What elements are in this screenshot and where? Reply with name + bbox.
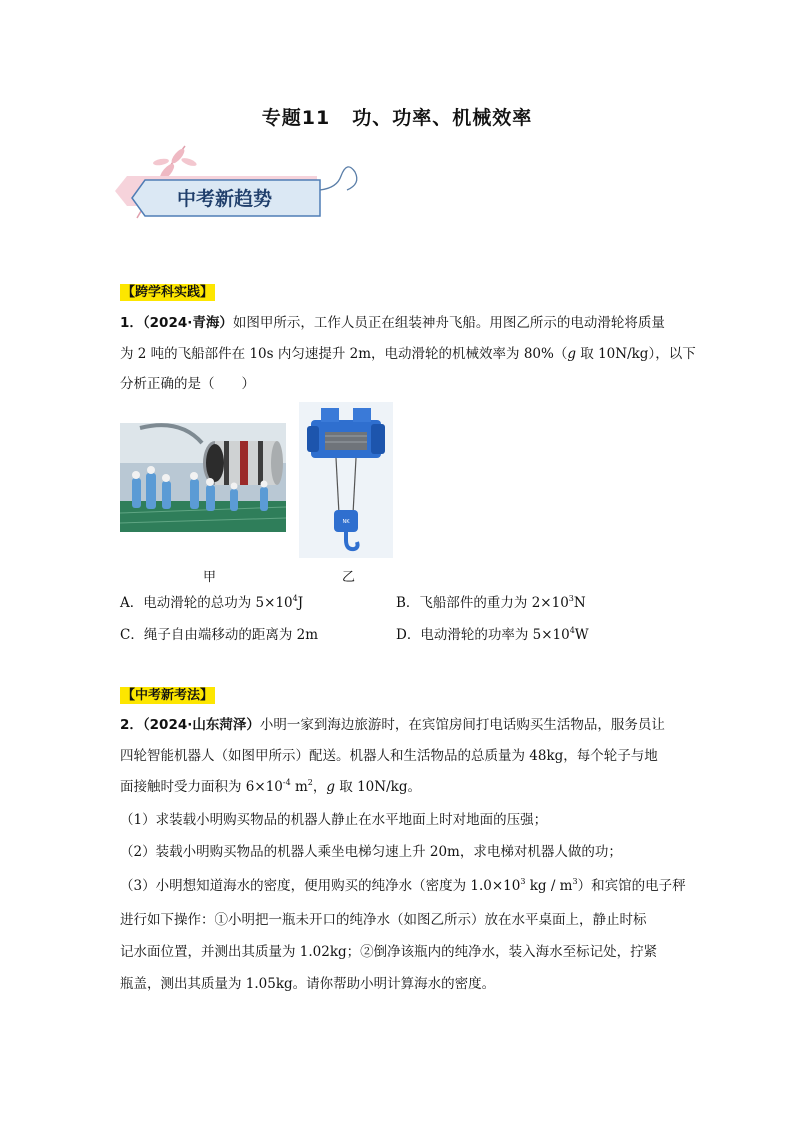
- q2-source: （2024·山东菏泽）: [142, 717, 260, 733]
- q2-sub-3-line-4: 瓶盖，测出其质量为 1.05kg。请你帮助小明计算海水的密度。: [120, 976, 496, 992]
- squiggle-icon: [320, 167, 357, 190]
- q2-line-1: 2．（2024·山东菏泽）小明一家到海边旅游时，在宾馆房间打电话购买生活物品，服务员让: [120, 717, 665, 733]
- q2-line-3: 面接触时受力面积为 $6\times 10^{-4}$ $m^2$，g 取 10N/kg。: [120, 778, 421, 795]
- q1-option-b[interactable]: B．飞船部件的重力为 $2\times 10^3N$: [396, 594, 586, 611]
- q2-sub-3: （3）小明想知道海水的密度，便用购买的纯净水（密度为 $1.0\times 10^3$ kg / $m^3$）和宾馆的电子秤: [120, 877, 686, 894]
- q1-number: 1．: [120, 315, 143, 331]
- figure-yi-label: 乙: [342, 570, 356, 585]
- figure-yi-hoist: [299, 402, 393, 558]
- q2-line-2: 四轮智能机器人（如图甲所示）配送。机器人和生活物品的总质量为 48kg，每个轮子与地: [120, 748, 658, 764]
- q2-sub-3-line-2: 进行如下操作：①小明把一瓶未开口的纯净水（如图乙所示）放在水平桌面上，静止时标: [120, 912, 647, 928]
- q1-option-c[interactable]: C．绳子自由端移动的距离为 2m: [120, 627, 319, 643]
- figure-jia-photo: [120, 423, 286, 532]
- q2-sub-1: （1）求装载小明购买物品的机器人静止在水平地面上时对地面的压强；: [120, 812, 548, 828]
- q1-line-2: 为 2 吨的飞船部件在 10s 内匀速提升 2m，电动滑轮的机械效率为 80%（g 取 10N/kg），以下: [120, 346, 696, 362]
- banner-decoration: [115, 138, 365, 228]
- q2-sub-3-line-3: 记水面位置，并测出其质量为 1.02kg；②倒净该瓶内的纯净水，装入海水至标记处，拧紧: [120, 944, 658, 960]
- q1-source: （2024·青海）: [142, 315, 233, 331]
- page-title: [0, 103, 794, 130]
- hook-label: NK: [342, 519, 350, 525]
- section-tag-new-method: 【中考新考法】: [122, 688, 214, 703]
- q1-option-d[interactable]: D．电动滑轮的功率为 $5\times 10^4W$: [396, 626, 589, 643]
- q1-option-a[interactable]: A．电动滑轮的总功为 $5\times 10^4J$: [120, 594, 304, 611]
- q1-line-3: 分析正确的是（ ）: [120, 376, 255, 392]
- q2-number: 2．: [120, 717, 143, 733]
- title-text: 功、功率、机械效率: [352, 107, 533, 129]
- q2-sub-2: （2）装载小明购买物品的机器人乘坐电梯匀速上升 20m，求电梯对机器人做的功；: [120, 844, 622, 860]
- title-number: 专题11: [261, 107, 331, 129]
- section-tag-interdisciplinary: 【跨学科实践】: [122, 285, 214, 300]
- q1-line-1: 1．（2024·青海）如图甲所示，工作人员正在组装神舟飞船。用图乙所示的电动滑轮将质量: [120, 315, 665, 331]
- figure-jia-label: 甲: [203, 570, 217, 585]
- banner-label: 中考新趋势: [177, 188, 273, 210]
